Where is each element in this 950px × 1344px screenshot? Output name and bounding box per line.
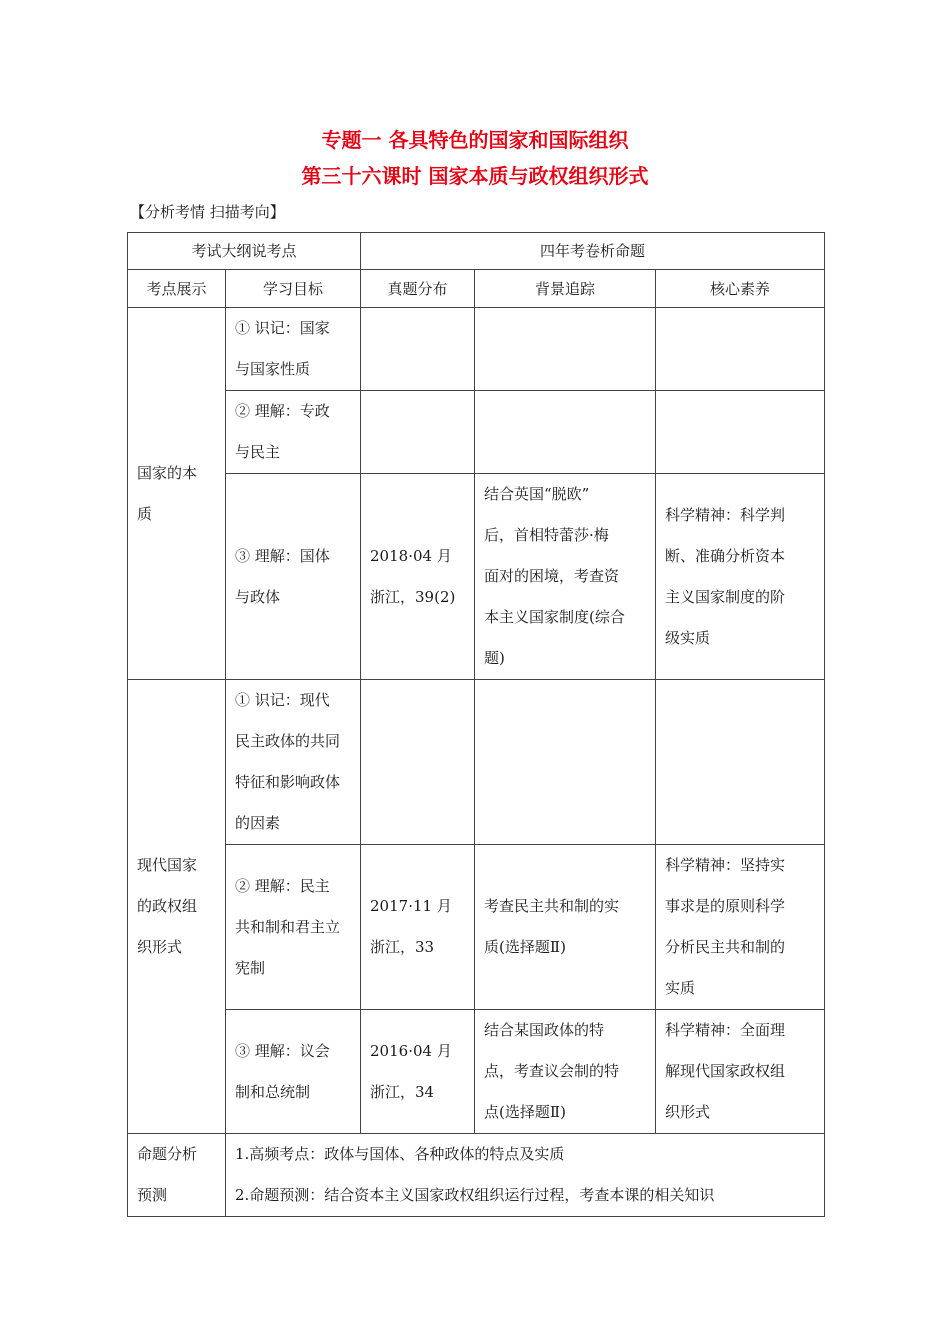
background-cell [475, 391, 656, 474]
forecast-label-line: 命题分析 [137, 1145, 198, 1163]
core-line: 分析民主共和制的 [665, 938, 786, 956]
topic-line: 织形式 [137, 938, 183, 956]
background-cell [475, 845, 656, 1010]
table-row [128, 680, 825, 845]
background-line: 结合英国“脱欧” [484, 485, 590, 503]
core-cell [656, 845, 825, 1010]
table-row [128, 474, 825, 680]
main-title: 专题一 各具特色的国家和国际组织 [321, 128, 629, 152]
header-exam-analysis: 四年考卷析命题 [361, 233, 825, 270]
distribution-cell [361, 680, 475, 845]
background-line: 点，考查议会制的特 [484, 1062, 620, 1080]
col-header-goal: 学习目标 [226, 270, 361, 308]
background-cell [475, 680, 656, 845]
core-line: 事求是的原则科学 [665, 897, 786, 915]
goal-line: 与政体 [235, 587, 281, 606]
distribution-line: 浙江，34 [370, 1082, 435, 1101]
goal-line: ③ 理解：国体 [235, 546, 330, 565]
distribution-cell [361, 845, 475, 1010]
topic-cell [128, 680, 226, 1134]
topic-line: 的政权组 [137, 897, 198, 915]
distribution-line: 2018·04 月 [370, 546, 452, 565]
goal-line: ① 识记：现代 [235, 691, 330, 709]
distribution-cell [361, 391, 475, 474]
core-line: 科学精神：科学判 [665, 505, 786, 524]
goal-line: ① 识记：国家 [235, 319, 330, 337]
distribution-line: 浙江，33 [370, 938, 435, 956]
goal-cell [226, 1010, 361, 1134]
col-header-distribution: 真题分布 [361, 270, 475, 308]
background-line: 点(选择题Ⅱ) [484, 1103, 566, 1121]
background-line: 考查民主共和制的实 [484, 897, 620, 915]
topic-line: 国家的本 [137, 463, 198, 482]
background-line: 面对的困境，考查资 [484, 567, 620, 585]
section-heading: 【分析考情 扫描考向】 [130, 203, 285, 221]
table-row [128, 391, 825, 474]
forecast-content-cell [226, 1134, 825, 1217]
core-line: 级实质 [665, 628, 711, 647]
goal-line: 民主政体的共同 [235, 732, 341, 750]
goal-line: ② 理解：专政 [235, 402, 330, 420]
distribution-cell [361, 474, 475, 680]
exam-analysis-table [127, 232, 825, 1217]
background-line: 结合某国政体的特 [484, 1021, 605, 1039]
distribution-line: 2017·11 月 [370, 897, 452, 915]
table-row [128, 845, 825, 1010]
goal-cell [226, 474, 361, 680]
topic-cell [128, 308, 226, 680]
goal-cell [226, 308, 361, 391]
background-cell [475, 1010, 656, 1134]
goal-line: 与国家性质 [235, 360, 311, 378]
forecast-item: 2.命题预测：结合资本主义国家政权组织运行过程，考查本课的相关知识 [235, 1186, 715, 1204]
goal-line: 宪制 [235, 958, 266, 977]
core-line: 织形式 [665, 1103, 711, 1121]
core-line: 科学精神：全面理 [665, 1021, 786, 1039]
core-line: 断、准确分析资本 [665, 546, 786, 565]
forecast-item: 1.高频考点：政体与国体、各种政体的特点及实质 [235, 1145, 565, 1163]
distribution-cell [361, 1010, 475, 1134]
core-cell [656, 391, 825, 474]
distribution-cell [361, 308, 475, 391]
col-header-background: 背景追踪 [475, 270, 656, 308]
topic-line: 质 [137, 504, 153, 523]
background-line: 后，首相特蕾莎·梅 [484, 526, 609, 544]
topic-line: 现代国家 [137, 856, 198, 874]
goal-line: 特征和影响政体 [235, 773, 341, 791]
core-line: 解现代国家政权组 [665, 1062, 786, 1080]
forecast-label-line: 预测 [137, 1186, 168, 1204]
goal-line: 共和制和君主立 [235, 917, 341, 936]
forecast-label-cell [128, 1134, 226, 1217]
core-line: 主义国家制度的阶 [665, 587, 786, 606]
table-row [128, 1010, 825, 1134]
core-cell [656, 1010, 825, 1134]
table-row [128, 308, 825, 391]
goal-cell [226, 391, 361, 474]
table-row [128, 1134, 825, 1217]
header-syllabus: 考试大纲说考点 [128, 233, 361, 270]
background-cell [475, 308, 656, 391]
goal-line: 制和总统制 [235, 1082, 311, 1101]
core-line: 科学精神：坚持实 [665, 856, 786, 874]
goal-line: 的因素 [235, 814, 281, 832]
goal-line: ② 理解：民主 [235, 876, 330, 895]
col-header-topic: 考点展示 [128, 270, 226, 308]
goal-cell [226, 680, 361, 845]
core-cell [656, 474, 825, 680]
core-cell [656, 308, 825, 391]
background-line: 质(选择题Ⅱ) [484, 938, 566, 956]
core-cell [656, 680, 825, 845]
distribution-line: 浙江，39(2) [370, 587, 456, 606]
col-header-core: 核心素养 [656, 270, 825, 308]
lesson-title: 第三十六课时 国家本质与政权组织形式 [301, 164, 649, 188]
goal-cell [226, 845, 361, 1010]
goal-line: 与民主 [235, 443, 281, 461]
core-line: 实质 [665, 979, 696, 997]
background-line: 题) [484, 649, 505, 667]
distribution-line: 2016·04 月 [370, 1041, 452, 1060]
background-line: 本主义国家制度(综合 [484, 608, 625, 626]
background-cell [475, 474, 656, 680]
goal-line: ③ 理解：议会 [235, 1041, 330, 1060]
